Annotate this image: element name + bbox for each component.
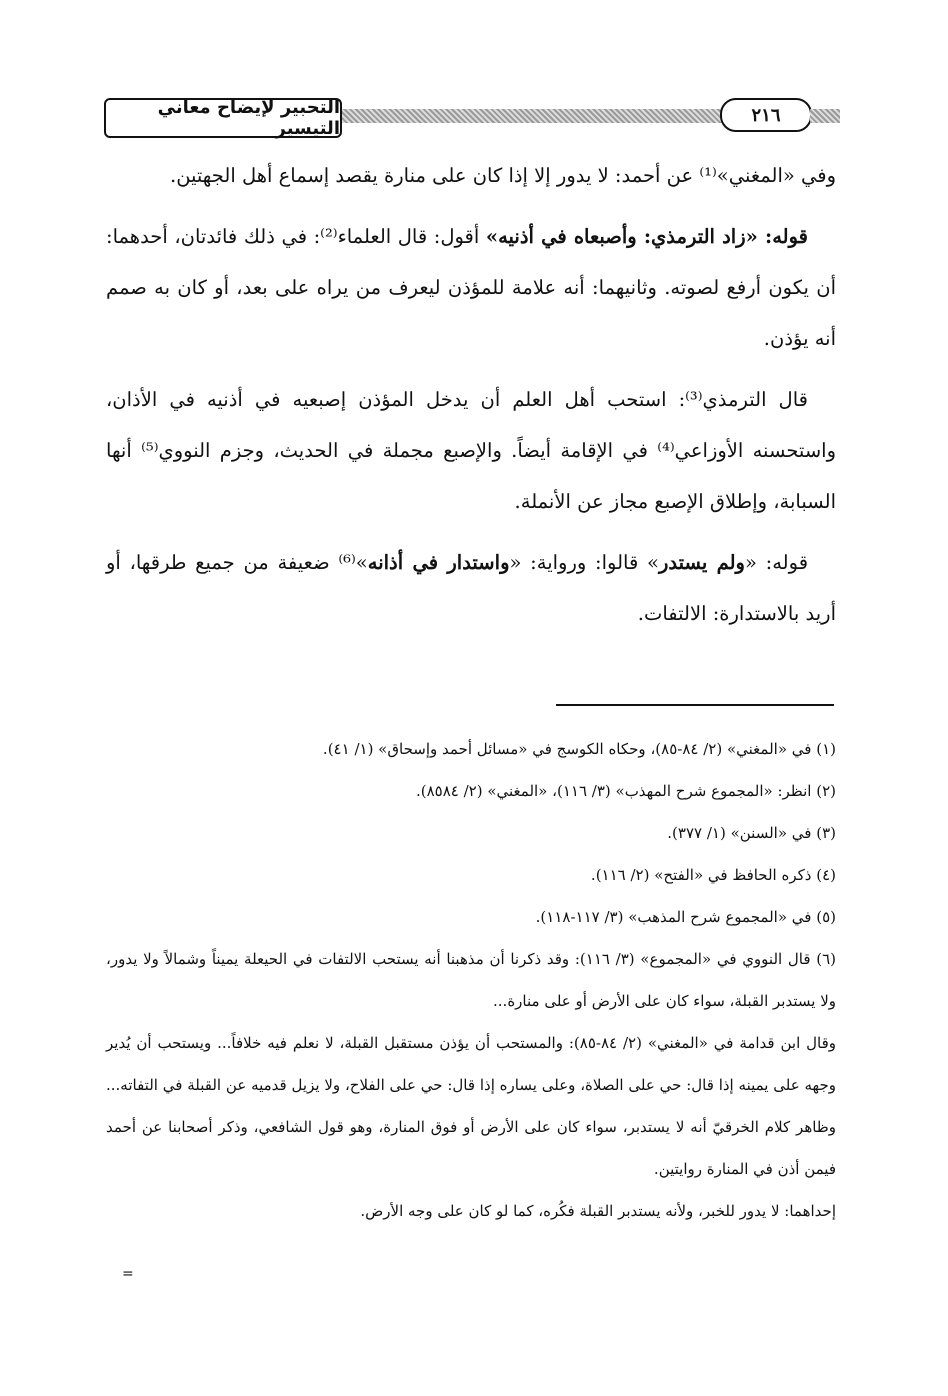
quoted-hadith-lead: قوله: «زاد الترمذي: وأصبعاه في أذنيه» xyxy=(485,225,808,248)
page-end-mark: = xyxy=(122,1266,134,1282)
header-decorative-band xyxy=(340,109,784,123)
footnote: (٦) قال النووي في «المجموع» (٣/ ١١٦): وقد ذكرنا أن مذهبنا أنه يستحب الالتفات في الحيعلة يميناً وشمالاً ولا يدور، ولا يستدبر القبلة، سواء كان على الأرض أو على منارة... xyxy=(106,950,836,1010)
footnote-continuation: إحداهما: لا يدور للخبر، ولأنه يستدبر القبلة فكُره، كما لو كان على وجه الأرض. xyxy=(360,1202,836,1220)
p4-part-a: قوله: « xyxy=(744,551,809,574)
paragraph-3: قال الترمذي⁽³⁾: استحب أهل العلم أن يدخل المؤذن إصبعيه في أذنيه في الأذان، واستحسنه الأوزاعي⁽⁴⁾ في الإقامة أيضاً. والإصبع مجملة في الحديث، وجزم النووي⁽⁵⁾ أنها السبابة، وإطلاق الإصبع مجاز عن الأنملة. xyxy=(106,388,836,513)
book-title: التحبير لإيضاح معاني التيسير xyxy=(104,98,342,138)
footnote-continuation: وقال ابن قدامة في «المغني» (٢/ ٨٤-٨٥): والمستحب أن يؤذن مستقبل القبلة، لا نعلم فيه خلافاً... ويستحب أن يُدير وجهه على يمينه إذا قال: حي على الصلاة، وعلى يساره إذا قال: حي على الفلاح، ولا يزيل قدميه عن القبلة في التفاته... وظاهر كلام الخرقيّ أنه لا يستدبر، سواء كان على الأرض أو فوق المنارة، وهو قول الشافعي، وذكر أصحابنا عن أحمد فيمن أذن في المنارة روايتين. xyxy=(106,1034,837,1178)
p4-quote-1: ولم يستدر xyxy=(658,551,745,574)
main-text xyxy=(106,150,836,649)
paragraph-2-text: أقول: قال العلماء⁽²⁾: في ذلك فائدتان، أحدهما: أن يكون أرفع لصوته. وثانيهما: أنه علامة للمؤذن ليعرف من يراه على بعد، أو كان به صمم أنه يؤذن. xyxy=(106,225,836,350)
footnote: (١) في «المغني» (٢/ ٨٤-٨٥)، وحكاه الكوسج في «مسائل أحمد وإسحاق» (١/ ٤١). xyxy=(322,740,836,758)
footnote-separator xyxy=(556,704,834,706)
footnote: (٤) ذكره الحافظ في «الفتح» (٢/ ١١٦). xyxy=(590,866,836,884)
paragraph-4 xyxy=(106,537,836,639)
paragraph-1: وفي «المغني»⁽¹⁾ عن أحمد: لا يدور إلا إذا كان على منارة يقصد إسماع أهل الجهتين. xyxy=(170,164,836,187)
footnote: (٥) في «المجموع شرح المذهب» (٣/ ١١٧-١١٨). xyxy=(535,908,836,926)
paragraph-2 xyxy=(106,211,836,364)
p4-quote-2: واستدار في أذانه xyxy=(367,551,510,574)
page-number: ٢١٦ xyxy=(720,98,812,132)
header-decorative-cap xyxy=(810,109,840,123)
p4-part-c: » قالوا: ورواية: « xyxy=(509,551,659,574)
running-header xyxy=(104,98,844,140)
footnote: (٣) في «السنن» (١/ ٣٧٧). xyxy=(667,824,836,842)
footnote: (٢) انظر: «المجموع شرح المهذب» (٣/ ١١٦)، «المغني» (٢/ ٨٥٨٤). xyxy=(415,782,836,800)
footnotes xyxy=(106,728,836,1232)
p4-part-e: »⁽⁶⁾ ضعيفة من جميع طرقها، أو أريد بالاستدارة: الالتفات. xyxy=(106,551,836,625)
